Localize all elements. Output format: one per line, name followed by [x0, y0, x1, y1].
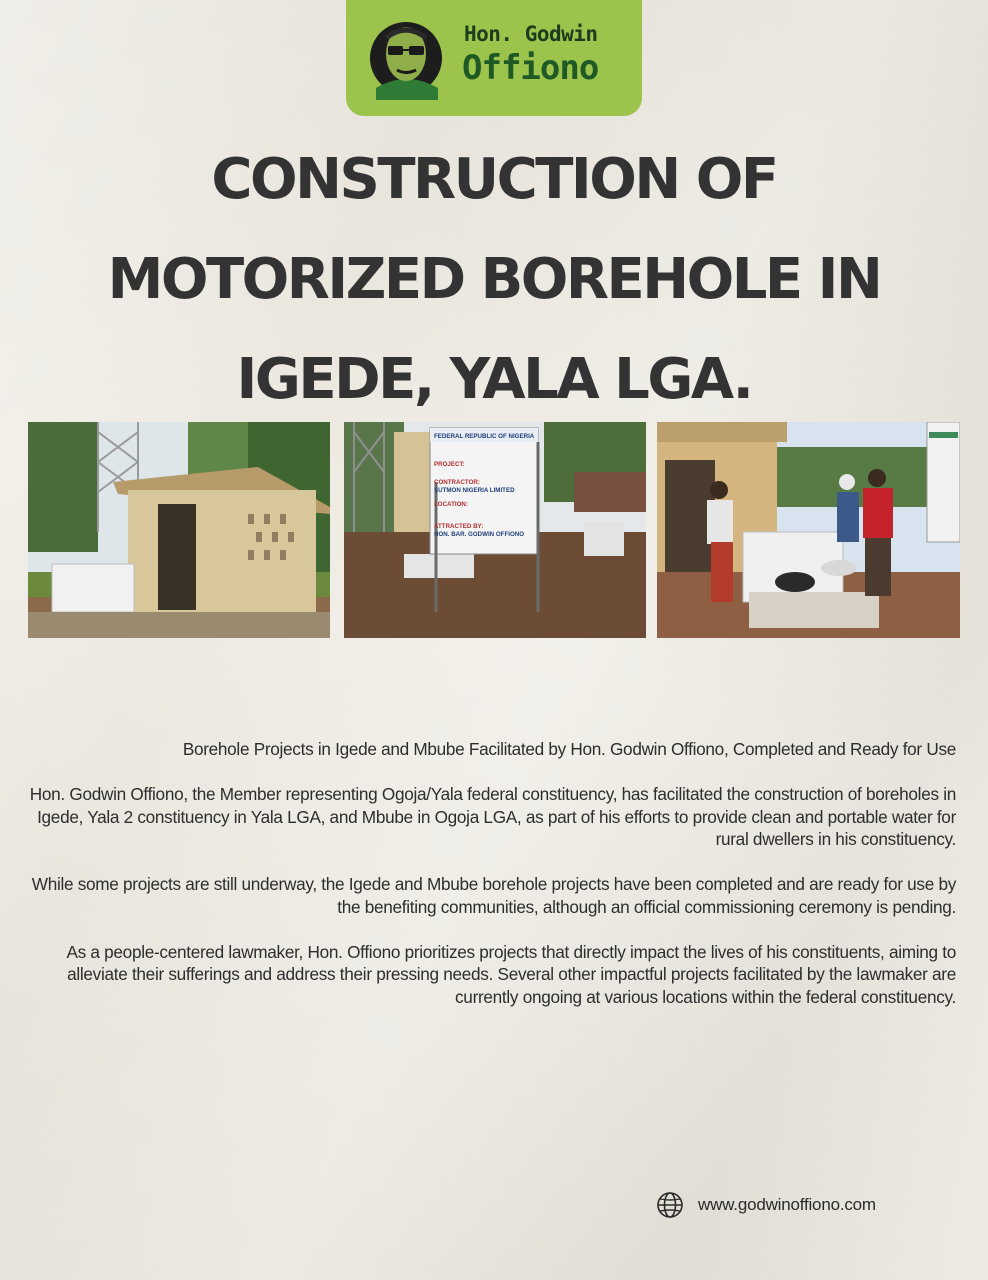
article-paragraph-1: Borehole Projects in Igede and Mbube Facilitated by Hon. Godwin Offiono, Completed and Ready for Use: [182, 739, 956, 759]
article-paragraph-3: While some projects are still underway, the Igede and Mbube borehole projects have been completed and are ready for use by the benefiting communities, although an official commissioning ceremony is pending.: [31, 874, 956, 917]
website-link[interactable]: [656, 1192, 876, 1218]
title-line-2: MOTORIZED BOREHOLE IN: [107, 247, 881, 312]
sign-line-2: PROJECT:: [434, 461, 465, 468]
title-line-1: CONSTRUCTION OF: [211, 147, 777, 212]
logo-badge: [346, 0, 642, 116]
website-url[interactable]: www.godwinoffiono.com: [698, 1195, 876, 1214]
sign-line-5: LOCATION:: [434, 501, 468, 508]
sign-line-6: ATTRACTED BY:: [434, 523, 484, 530]
logo-name-line1: Hon. Godwin: [464, 22, 598, 46]
sign-line-7: HON. BAR. GODWIN OFFIONO: [434, 531, 525, 538]
community-women-photo: [657, 422, 960, 638]
sign-line-1: FEDERAL REPUBLIC OF NIGERIA: [434, 433, 535, 440]
logo-name-line2: Offiono: [462, 48, 599, 88]
article-body: [20, 738, 956, 1031]
project-signboard-photo: [344, 422, 646, 638]
sign-line-4: SUTMON NIGERIA LIMITED: [434, 487, 515, 494]
sign-line-3: CONTRACTOR:: [434, 479, 480, 486]
article-paragraph-2: Hon. Godwin Offiono, the Member representing Ogoja/Yala federal constituency, has facilitated the construction of boreholes in Igede, Yala 2 constituency in Yala LGA, and Mbube in Ogoja LGA, as part of his efforts to provide clean and portable water for rural dwellers in his constituency.: [29, 784, 956, 849]
article-paragraph-4: As a people-centered lawmaker, Hon. Offiono prioritizes projects that directly impact the lives of his constituents, aiming to alleviate their sufferings and address their pressing needs. Several other impactful projects facilitated by the lawmaker are currently ongoing at various locations within the federal constituency.: [66, 941, 956, 1007]
portrait-icon: [366, 8, 448, 100]
page-title: [20, 130, 968, 430]
title-line-3: IGEDE, YALA LGA.: [236, 347, 752, 412]
borehole-house-photo: [28, 422, 330, 638]
globe-icon: [656, 1191, 684, 1219]
